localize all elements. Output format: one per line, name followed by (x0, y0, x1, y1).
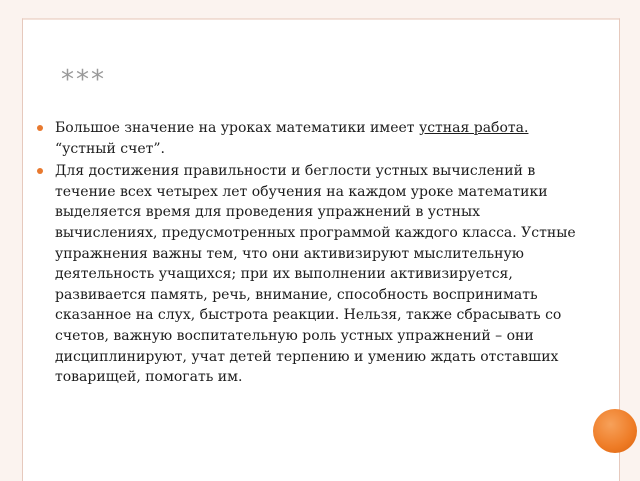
bullet-item-1 (37, 118, 577, 159)
bullet-2-text: Для достижения правильности и беглости устных вычислений в течение всех четырех лет обучения на каждом уроке математики выделяется время для проведения упражнений в устных вычислениях, предусмотренных программой каждого класса. Устные упражнения важны тем, что они активизируют мыслительную деятельность учащихся; при их выполнении активизируется, развивается память, речь, внимание, способность воспринимать сказанное на слух, быстрота реакции. Нельзя, также сбрасывать со счетов, важную воспитательную роль устных упражнений – они дисциплинируют, учат детей терпению и умению ждать отставших товарищей, помогать им. (55, 163, 576, 386)
bullet-icon (37, 168, 43, 174)
bullet-icon (37, 125, 43, 131)
orange-circle-decoration (593, 409, 637, 453)
slide-top-border (23, 19, 619, 20)
slide-title: *** (61, 65, 106, 95)
slide-content (37, 118, 577, 388)
bullet-item-2 (37, 161, 577, 388)
bullet-1-text-before: Большое значение на уроках математики имеет (55, 120, 419, 136)
slide (22, 18, 620, 481)
bullet-1-underlined-text: устная работа. (418, 120, 529, 136)
bullet-1-text-after: “устный счет”. (55, 140, 165, 157)
